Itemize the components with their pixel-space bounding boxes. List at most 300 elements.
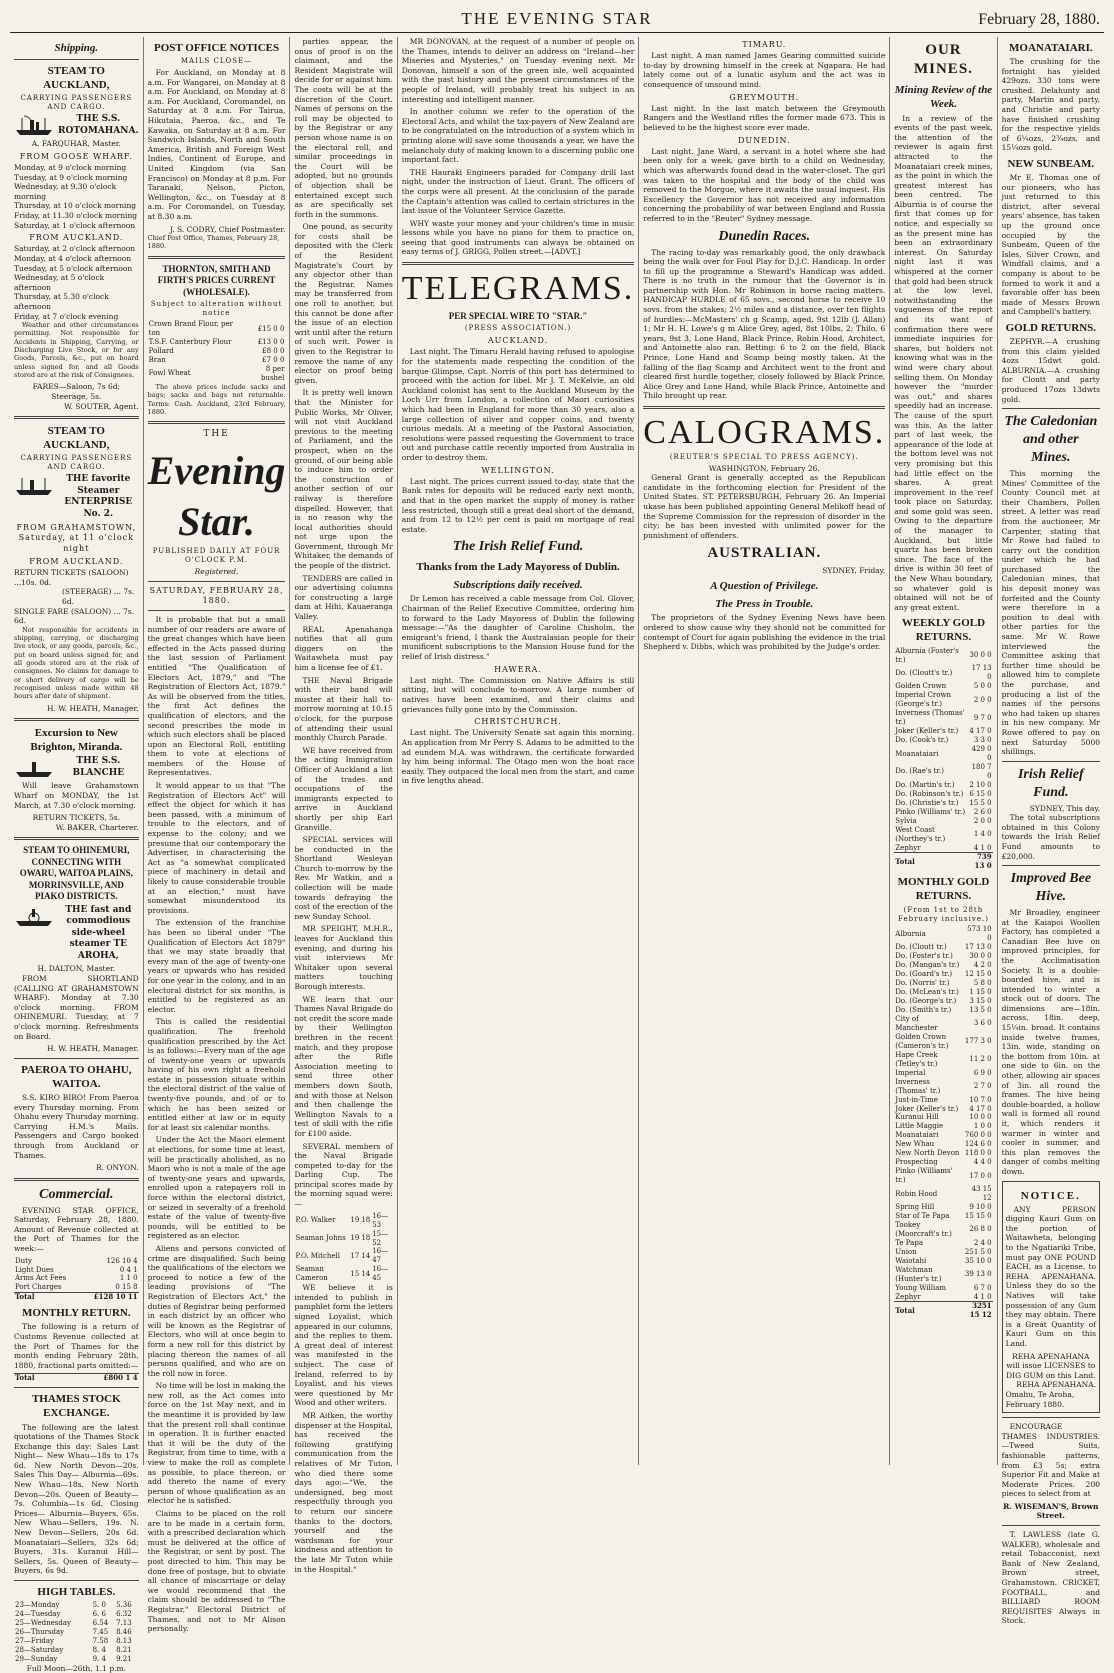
steamship-icon (14, 905, 54, 927)
mine-name: Te Papa (895, 1238, 923, 1247)
table-row (894, 1248, 992, 1257)
gold-amount: 12 15 0 (964, 970, 992, 979)
article-body: The crushing for the fortnight has yielded 429ozs. 330 tons were crushed. Delahunty and party, Martin and party, and Christie and party have finished crushing for the respective yields of 6¼ozs, 2¾ozs, and 15¼ozs gold. (1001, 57, 1100, 153)
table-row (894, 1131, 992, 1140)
schedule-item: Thursday, at 10 o'clock morning (14, 201, 137, 211)
mine-name: Zephyr (895, 843, 921, 852)
gold-amount: 2 7 0 (973, 1082, 992, 1091)
schedule-list (14, 163, 139, 230)
table-row (894, 727, 992, 736)
table-row (894, 1149, 992, 1158)
mine-name: Moanataiari (895, 1131, 939, 1140)
dateline: TIMARU. (742, 40, 787, 49)
telegram-body: Last night. The Commission on Native Affairs is still sitting, but will conclude to-morrow. A large number of natives have been examined, and their claims and grievances fully gone into by the Commission. (401, 675, 635, 714)
notice-date: Chief Post Office, Thames, February 28, 1880. (147, 234, 280, 251)
table-total (14, 1374, 139, 1383)
ad-body: FROM SHORTLAND (CALLING AT GRAHAMSTOWN WHARF). Monday at 7.30 o'clock morning. FROM OHINEMURI. Tuesday, at 7 o'clock morning. Refreshments on Board. (14, 974, 139, 1041)
mine-name: Joker (Keller's tr.) (895, 727, 959, 736)
article-body: Mr Broadley, engineer at the Kaiapoi Woollen Factory, has completed a Canadian Bee hive on improved principles, for the Acclimatisation Society. It is a double-boarded hive, and is intended to winter a stock out of doors. The dimensions are—18in. across, 18in. deep, 15¼in. broad. It contains inside twelve frames, 13in. wide, standing on the bottom from 10in. at one side to 6in. on the other, allowing air spaces of 3in. all round the frames. The hive being double-boarded, a hollow wall is formed all round it, which renders it warmer in winter and cooler in summer, and this plan removes the danger of combs melting down. (1001, 907, 1100, 1176)
route-origin: FROM GOOSE WHARF. (19, 151, 133, 161)
table-row (294, 1265, 392, 1283)
gold-amount: 9 10 0 (969, 1203, 992, 1211)
gold-amount: 2 0 0 (973, 695, 992, 704)
table-cell: Arms Act Fees (15, 1274, 67, 1283)
table-row (14, 1619, 139, 1628)
table-row (894, 1257, 992, 1266)
mine-name: Joker (Keller's tr.) (895, 1104, 959, 1113)
steamship-icon (14, 114, 54, 136)
telegram-body: Last night. Jane Ward, a servant in a hotel where she had been only for a week, gave birth to a child on Wednesday, which was afterwards found dead in the water-closet. The girl was taken to the hospital and the body of the child was removed to the Morgue, where it awaits the usual inquest. His Excellency the Governor has not received any information concerning the probability of war between England and Russia referred to in the "Reuter" Sydney message. (643, 146, 886, 224)
calograms-subheading: (REUTER'S SPECIAL TO PRESS AGENCY). (669, 452, 859, 461)
editorial-paragraph: This is called the residential qualification. The freehold qualification prescribed by the Act is as follows:—Every man of the age of twenty-one years or upwards having of his own right a freehold estate in possession situate within the electoral district of the value of twenty-five pounds, and of or to which he has been seized or entitled either at law or in equity for at least six calendar months. (147, 1017, 286, 1132)
article-body: Mr E. Thomas one of our pioneers, who has just returned to this district, after several years' absence, has taken up the ground once occupied by the Sunbeam, Queen of the Isles, Silver Crown, and Windfall claims, and a company is about to be formed to work it and a favorable offer has been made of Messrs Brown and Campbell's battery. (1001, 173, 1100, 317)
notice-body: ANY PERSON digging Kauri Gum on the portion of Waitawheta, belonging to the Ngatiariki Tribe, must pay ONE POUND EACH, as a License, to REHA APENAHANA. Unless they do so the Natives will take possession of any Gum they may obtain. There is a Great Quantity of Kauri Gum on this Land. (1005, 1204, 1096, 1348)
section-heading: AUSTRALIAN. (707, 545, 822, 562)
gold-amount: 124 6 0 (964, 1140, 992, 1149)
table-cell: £800 1 4 (61, 1374, 139, 1383)
mine-name: Alburnia (Foster's tr.) (895, 646, 959, 664)
table-cell: Pollard (148, 347, 174, 356)
fare-line: RETURN TICKETS (SALOON) ...10s. 0d. (14, 568, 129, 587)
notice-line: REHA APENAHANA will issue LICENSES to DIG GUM on this Land. (1006, 1351, 1096, 1380)
editorial-date: SATURDAY, FEBRUARY 28, 1880. (149, 585, 284, 605)
ad-fares: FARES—Saloon, 7s 6d; Steerage, 5s. (32, 382, 121, 401)
table-cell: 14 (361, 1251, 371, 1260)
ad-heading: STEAM TO OHINEMURI, CONNECTING WITH OWARU, WAITOA PLAINS, MORRINSVILLE, AND PIAKO DISTRICTS. (19, 845, 133, 902)
route-origin: FROM GRAHAMSTOWN, Saturday, at 11 o'clock night (16, 523, 137, 553)
table-row (894, 808, 992, 817)
mine-name: Sylvia (895, 816, 917, 825)
section-heading: Dunedin Races. (718, 228, 811, 244)
schedule-item: Friday, at 11.30 o'clock morning (14, 210, 138, 220)
news-paragraph: REAL Apenahanga notifies that all gum diggers on the Waitawheta must pay him a license fee of £1. (294, 624, 393, 672)
table-row (894, 691, 992, 709)
mine-name: City of Manchester (895, 1014, 938, 1032)
table-row (894, 1266, 992, 1284)
table-row (894, 799, 992, 808)
gold-amount: 15 5 0 (969, 798, 992, 807)
notice-date: Omahu, Te Aroha, February 1880. (1005, 1389, 1075, 1409)
steamship-icon (14, 756, 54, 778)
table-heading: WEEKLY GOLD RETURNS. (901, 617, 986, 644)
table-row (14, 1637, 139, 1646)
schedule-item: Friday, at 7 o'clock evening (14, 311, 119, 321)
schedule-item: Wednesday, at 5 o'clock afternoon (14, 273, 105, 292)
section-heading: Irish Relief Fund. (1017, 766, 1084, 800)
column-local-news (290, 37, 397, 1574)
editorial-paragraph: Claims to be placed on the roll are to be made in a certain form, with a prescribed declaration which must be delivered at the office of the Registrar, or sent by post. The post directed to him. This may be done free of postage, but to obviate all chance of miscarriage or delay we would recommend that the claim should be addressed to "The Registrar," Electoral District of Thames, and not to Mr Alison personally. (147, 1509, 286, 1634)
mine-name: Imperial (895, 1068, 926, 1077)
gold-amount: 1 15 0 (969, 988, 992, 997)
table-cell: £15 0 0 (257, 324, 285, 333)
table-row (894, 1239, 992, 1248)
dateline: WELLINGTON. (481, 465, 555, 475)
total-amount: 3251 15 12 (962, 1302, 992, 1320)
fare-line: SINGLE FARE (SALOON) ... 7s. 6d. (14, 606, 135, 626)
advert-body: T. LAWLESS (late G. WALKER), wholesale and retail Tobacconist, next Bank of New Zealand, Brown street, Grahamstown. CRICKET, FOOTBALL, and BILLIARD ROOM REQUISITES Always in Stock. (1001, 1530, 1100, 1626)
table-row (894, 1140, 992, 1149)
editorial-paragraph: Under the Act the Maori element at elections, for some time at least, will be practically abolished, as no Maori who is not a male of the age of twenty-one years and upwards, enrolled upon a ratepayers roll in force within the electoral district, or seized in severalty of a freehold estate of the value of twenty-five pounds, will be entitled to be registered as an elector. (147, 1135, 286, 1241)
table-row (294, 1247, 392, 1265)
gold-amount: 5 0 0 (973, 682, 992, 691)
table-row (894, 1167, 992, 1185)
table-cell: T.S.F. Canterbury Flour (148, 338, 232, 347)
table-row (14, 1655, 139, 1664)
gold-amount: 39 13 0 (964, 1270, 992, 1279)
news-paragraph: THE Naval Brigade with their band will muster at their hall to-morrow morning at 10.15 o'clock, for the purpose of attending their usual monthly Church Parade. (294, 675, 393, 743)
table-cell: 23—Monday (15, 1601, 60, 1610)
mine-name: Hape Creek (Tetley's tr.) (895, 1050, 938, 1068)
table-cell: £8 0 0 (262, 347, 285, 356)
gold-amount: 17 13 0 (964, 943, 992, 952)
columns (10, 37, 1104, 1673)
table-cell: Total (14, 1293, 81, 1302)
table-cell: 126 10 4 (106, 1256, 138, 1265)
gold-amount: 17 0 0 (969, 1171, 992, 1180)
mine-name: Prospecting (895, 1158, 938, 1167)
table-row (894, 952, 992, 961)
news-paragraph: MR SPEIGHT, M.H.R., leaves for Auckland this evening, and during his visit interviews Mr Whitaker upon several matters touching Borough interests. (294, 924, 393, 991)
advert-body: ENCOURAGE THAMES INDUSTRIES.—Tweed Suits, fashionable patterns, from £3 5s; extra Superior Fit and Make at Moderate Prices. 200 pieces to select from at (1001, 1422, 1100, 1499)
table-cell: 27—Friday (15, 1636, 54, 1645)
total-label: Total (894, 1302, 962, 1320)
gold-amount: 4 17 0 (969, 727, 992, 736)
total-amount: 739 13 0 (967, 853, 992, 871)
mine-name: Do. (Christie's tr.) (895, 798, 959, 807)
table-row (894, 970, 992, 979)
mine-name: Little Maggie (895, 1122, 944, 1131)
news-paragraph: WHY waste your money and your children's time in music lessons while you have no piano for them to practice on, seeing that good instruments can always be obtained on easy terms of J. GRIGG, Pollen street.—[ADVT.] (401, 218, 635, 257)
section-heading: OUR MINES. (913, 42, 973, 78)
table-cell: 7.45 (92, 1627, 109, 1636)
table-cell: 16—47 (372, 1247, 389, 1265)
gold-amount: 43 15 12 (971, 1185, 992, 1203)
revenue-table (14, 1373, 139, 1383)
gold-amount: 6 7 0 (973, 1283, 992, 1292)
gold-amount: 17 13 0 (971, 664, 992, 682)
table-cell: 8.46 (116, 1627, 132, 1636)
schedule-item: Saturday, at 1 o'clock afternoon (14, 220, 136, 230)
table-cell: 28—Saturday (15, 1645, 64, 1654)
ad-heading: STEAM TO AUCKLAND, (43, 425, 110, 452)
editorial-paragraph: It is probable that but a small number of our readers are aware of the great changes which have been effected in the Acts passed during the last session of Parliament entitled "The Qualification of Electors Act, 1879," and "The Registration of Electors Act, 1879." As will be observed from the titles, the first Act defines the qualification of electors, and the second prescribes the mode in which such electors shall be placed upon an Electoral Roll, entitling them to vote at elections of members of the House of Representatives. (147, 614, 286, 778)
table-row (894, 1015, 992, 1033)
editorial-paragraph: No time will be lost in making the new roll, as the Act comes into force on the 1st May next, and in the meantime it is provided by law that the present roll shall continue in operation. It is further enacted that it will be the duty of the Registrar, from time to time, with a view to make the roll as complete as possible, to place thereon, or add thereto the name of every person of whose qualification as an elector he is satisfied. (147, 1381, 286, 1506)
news-paragraph: SEVERAL members of the Naval Brigade competed to-day for the Darling Cup. The principal scores made by the morning squad were:— (294, 1141, 393, 1209)
column-telegrams-2 (639, 37, 890, 1465)
ship-name: THE S.S. ROTOMAHANA. (58, 114, 139, 136)
column-notices-editorial (144, 37, 291, 1634)
notice-heading: NOTICE. (1020, 1189, 1081, 1202)
table-row (14, 1266, 139, 1275)
table-cell: 6. 6 (92, 1610, 106, 1619)
news-paragraph: WE have received from the acting Immigration Officer of Auckland a list of the trades and occupations of the immigrants expected to arrive in Auckland shortly per ship Earl Granville. (294, 745, 393, 832)
column-telegrams (398, 37, 640, 1465)
table-row (14, 1601, 139, 1610)
page-date: February 28, 1880. (978, 11, 1100, 28)
steamer-ad (14, 756, 139, 779)
mine-name: Spring Hill (895, 1203, 935, 1211)
article-body: The proprietors of the Sydney Evening News have been ordered to show cause why they should not be committed for contempt of Court for again publishing the evidence in the trial Shepherd v. Dibbs, which was prohibited by the Judge's order. (643, 613, 886, 652)
table-cell: Seaman Cameron (295, 1265, 328, 1283)
dateline: GREYMOUTH. (729, 92, 800, 102)
section-heading: GOLD RETURNS. (1005, 322, 1097, 334)
table-cell: 1 1 0 (119, 1274, 138, 1283)
mine-name: Do. (Cloutt tr.) (895, 943, 947, 952)
table-cell: £128 10 11 (81, 1293, 139, 1302)
table-row (14, 1257, 139, 1266)
ship-name: THE favorite Steamer ENTERPRISE No. 2. (64, 474, 133, 519)
masthead (10, 8, 1104, 33)
ad-agent: R. ONYON. (95, 1163, 139, 1173)
ad-body: Will leave Grahamstown Wharf on MONDAY, the 1st March, at 7.30 o'clock morning. (14, 781, 139, 810)
table-row (894, 1096, 992, 1105)
gold-amount: 4 2 0 (973, 961, 992, 970)
schedule-item: Saturday, at 2 o'clock afternoon (14, 244, 136, 254)
table-cell: 15—52 (372, 1229, 389, 1247)
table-cell: 8 per bushel (260, 364, 285, 382)
advert-signature: R. WISEMAN'S, Brown Street. (1003, 1501, 1099, 1521)
table-row (894, 1069, 992, 1078)
article-body: General Grant is generally accepted as the Republican candidate in the forthcoming election for President of the United States. ST. PETERSBURGH, February 26. An Imperial ukase has been published appointing General Melikoff head of the Supreme Commission for the repression of disorder in the city; he has been invested with unlimited power for the punishment of offenders. (643, 473, 886, 540)
table-total (14, 1293, 139, 1302)
table-cell: 8.21 (116, 1645, 132, 1654)
gold-amount: 573 10 0 (967, 925, 992, 943)
table-row (894, 979, 992, 988)
table-row (894, 817, 992, 826)
table-row (894, 1158, 992, 1167)
news-paragraph: MR DONOVAN, at the request of a number of people on the Thames, intends to deliver an address on "Ireland—her Miseries and Mysteries," on Tuesday evening next. Mr Donovan, himself a son of the green isle, well acquainted with the past history and the present circumstances of the people of Ireland, will probably treat his subject in an interesting and intelligent manner. (401, 37, 635, 104)
table-row (894, 1105, 992, 1114)
table-row (148, 347, 286, 356)
telegrams-heading: TELEGRAMS. (401, 270, 635, 308)
gold-amount: 1 4 0 (973, 830, 992, 839)
dateline: DUNEDIN. (737, 135, 791, 145)
notice-signature: REHA APENAHANA. (1016, 1380, 1096, 1390)
table-cell: P.O. Mitchell (295, 1251, 341, 1260)
schedule-item: Thursday, at 5.30 o'clock afternoon (14, 292, 109, 311)
mine-name: Golden Crown (895, 682, 947, 691)
notice-box (1002, 1181, 1100, 1414)
table-row (148, 320, 286, 338)
mine-name: Do. (McLean's tr.) (895, 988, 959, 997)
table-row (894, 1006, 992, 1015)
steamship-icon (14, 474, 54, 496)
table-cell: 8. 4 (92, 1645, 106, 1654)
mine-name: Alburnia (895, 929, 926, 938)
column-shipping (10, 37, 144, 1673)
table-cell: 5. 0 (92, 1601, 106, 1610)
table-cell: 7.13 (116, 1618, 132, 1627)
news-paragraph: WE believe it is intended to publish in pamphlet form the letters signed Loyalist, which appeared in our columns, and the replies to them. A great deal of interest was manifested in the subject. The case of Ireland, referred to by Loyalist, and his views were questioned by Mr Wood and other writers. (294, 1283, 393, 1408)
ad-heading: PAEROA TO OHAHU, WAITOA. (21, 1063, 132, 1090)
section-heading: MONTHLY RETURN. (22, 1307, 131, 1320)
ad-heading: STEAM TO AUCKLAND, (43, 65, 110, 92)
table-cell: 15 (350, 1269, 360, 1278)
article-body: The following are the latest quotations of the Thames Stock Exchange this day: Sales Last Night— New Whau—18s to 17s 6d. New North Devon—20s. Sales This Day— Alburnia—69s. New Whau—18s. New North Devon—20s. Queen of Beauty—7s. Columbia—1s 6d. Closing Prices— Alburnia—Buyers, 65s. New Whau—Sellers, 19s. N. New Devon—Sellers, 20s 6d. Moanataiari—Sellers, 32s 6d; Buyers, 31s. Kuranui Hill—Sellers, 5s. Queen of Beauty—Buyers, 6s 9d. (14, 1422, 139, 1576)
tide-table (14, 1601, 139, 1664)
editorial-paragraph: Aliens and persons convicted of crime are disqualified. Such being the qualifications of the electors we proceed to notice a few of the leading provisions of "The Registration of Electors Act," the duties of Registrar being performed in each district by an officer who will be known as the Registrar of Electors, who will at once begin to form a new roll for this district by placing thereon the names of all persons qualified, and who are on the roll now in force. (147, 1243, 286, 1378)
section-heading: THAMES STOCK EXCHANGE. (31, 1393, 121, 1420)
ship-master: H. DALTON, Master. (37, 964, 116, 974)
table-cell: £13 0 0 (257, 338, 285, 347)
column-mines-notices (998, 37, 1104, 1626)
section-subheading: Thanks from the Lady Mayoress of Dublin. (416, 561, 620, 574)
notice-signature: J. S. CODRY, Chief Postmaster. (169, 224, 286, 234)
paper-title: THE EVENING STAR (461, 9, 653, 28)
table-row (894, 961, 992, 970)
ad-agent: W. BAKER, Charterer. (55, 822, 139, 832)
table-row (14, 1628, 139, 1637)
table-row (894, 745, 992, 763)
dateline: HAWERA. (494, 664, 542, 674)
gold-amount: 11 2 0 (969, 1055, 992, 1064)
mine-name: Star of Te Papa (895, 1211, 950, 1220)
gold-amount: 180 7 0 (971, 762, 992, 780)
table-cell: 9. 4 (92, 1654, 106, 1663)
gold-amount: 3 3 0 (973, 736, 992, 745)
table-cell: 25—Wednesday (15, 1618, 72, 1627)
section-heading: The Caledonian and other Mines. (1004, 414, 1098, 466)
article-body: The racing to-day was remarkably good, the only drawback being the walk over for Foul Play for D.J.C. Handicap. In order to fill up the programme a Steward's Handicap was added. There is no truth in the rumour that the Governor is in partnership with Hon. Mr Robinson in horse racing matters. HANDICAP HURDLE of 65 sovs., second horse to receive 10 sovs. from the stakes; 2½ miles and a distance, over ten flights of hurdles:—McMasters' ch g Scamp, aged, 9st 12lb (J. Allan) 1; Mr H. H. Lowe's g m Alice Grey, aged, 8st 10lbs, 2; Thilo, 6 years, 9st 3, Lone Hand, Black Prince, Robin Hood, Architect, and Antoinette also ran. Betting: 6 to 2 on the field, Black Prince, Lone Hand and Scamp being mostly taken. At the falling of the flag Scamp and Architect went to the front and cleared first hurdle together, closely followed by Black Prince, Alice Grey and Lone Hand, while Black Prince, Antoinette and Thilo brought up rear. (643, 247, 886, 401)
gold-amount: 4 17 0 (969, 1104, 992, 1113)
section-heading: Shipping. (54, 42, 99, 54)
table-row (894, 1078, 992, 1096)
weekly-gold-table (894, 647, 992, 872)
calograms-heading: CALOGRAMS. (643, 414, 886, 452)
table-cell: 19 (350, 1234, 360, 1243)
dateline: WASHINGTON, February 26. (708, 463, 820, 473)
gold-amount: 2 0 0 (973, 816, 992, 825)
table-row (148, 365, 286, 383)
ad-agent: H. W. HEATH, Manager. (46, 1044, 139, 1054)
table-row (894, 943, 992, 952)
gold-amount: 177 3 0 (964, 1037, 992, 1046)
ad-agent: H. W. HEATH, Manager. (46, 703, 139, 713)
table-note: The above prices include sacks and bags; sacks and bags not returnable. Terms: Cash. Auckland, 23rd February, 1880. (147, 382, 286, 416)
ship-name: THE fast and commodious side-wheel steamer TE AROHA, (65, 904, 132, 961)
ad-note: Not responsible for accidents in shipping, carrying, or discharging live stock, or any goods, parcels, &c., put on board unless signed for, and all goods stored are at the risk of consignees. No claims for damage to or short delivery of cargo will be recognised unless made within 48 hours after date of shipment. (14, 625, 139, 701)
mine-name: Robin Hood (895, 1189, 938, 1198)
news-paragraph: SPECIAL services will be conducted in the Shortland Wesleyan Church to-morrow by the Rev. Mr Watkin, and a collection will be made towards defraying the cost of the erection of the new Sunday School. (294, 835, 393, 921)
press-association: (PRESS ASSOCIATION.) (464, 324, 572, 333)
table-cell: 26—Thursday (15, 1627, 65, 1636)
table-cell: 16—53 (372, 1211, 389, 1229)
table-row (894, 664, 992, 682)
table-row (148, 338, 286, 347)
mine-name: Pinko (Williams' tr.) (895, 1167, 953, 1185)
mine-name: Zephyr (895, 1292, 921, 1301)
table-row (894, 1122, 992, 1131)
telegram-body: Last night. The prices current issued to-day, state that the Bank rates for deposits will be reduced early next month, and that in the open market the supply of money is rather less restricted, though still a great deal short of the demand, and from 12 to 12½ per cent is paid on mortgage of real estate. (401, 476, 635, 534)
ad-body: S.S. KIRO BIRO! From Paeroa every Thursday morning. From Ohahu every Thursday morning. Carrying H.M.'s Mails. Passengers and Cargo booked through from Auckland or Thames. (14, 1092, 139, 1160)
mine-name: West Coast (Northey's tr.) (895, 825, 946, 843)
table-row (894, 763, 992, 781)
article-body: ZEPHYR.—A crushing from this claim yielded 4ozs 15dwt gold. ALBURNIA.—A crushing for Cloutt and party produced 17ozs 13dwts gold. (1001, 337, 1100, 404)
mine-name: Just-in-Time (895, 1095, 938, 1104)
table-cell: 9.21 (116, 1654, 132, 1663)
schedule-item: Tuesday, at 5 o'clock afternoon (14, 263, 133, 273)
gold-amount: 4 1 0 (973, 843, 992, 852)
article-body: In a review of the events of the past week, the attention of the reviewer is again first attracted to the Moanataiari creek mines, as the point in which the greatest interest has been centred. The Alburnia is of course the first that comes up for notice, and especially so as the present mine has been an extraordinary interest. On Saturday night last it was whispered at the corner that gold had been struck at the low level, notwithstanding the vagueness of the report and its want of confirmation there were immediate inquiries for shares, but holders not knowing what was in the wind were chary about selling them. On Monday however the "murder was out," and shares speedily had an increase. The cause of the spurt was this. As the latter part of last week, the appearance of the lode at the bottom level was not very promising but this had little effect on the shares. A great improvement in the reef took place on Saturday, and some gold was seen. Owing to the departure of the manager to Auckland, but little quartz has been broken since. The face of the drive is within 30 feet of the New Whau boundary, so whatever gold is obtained will not be of any great extent. (894, 113, 993, 612)
table-row (14, 1610, 139, 1619)
table-cell: P.O. Walker (295, 1216, 336, 1225)
table-cell: Light Dues (15, 1265, 54, 1274)
total-label: Total (894, 853, 967, 871)
schedule-item: Monday, at 4 o'clock afternoon (14, 253, 132, 263)
table-cell: 7.58 (92, 1636, 109, 1645)
table-row (894, 1185, 992, 1203)
steamer-ad (14, 114, 139, 137)
news-paragraph: MR Aitken, the worthy dispenser at the Hospital, has received the following gratifying communication from the relatives of Mr Tuton, who died there some days ago:—"We, the undersigned, beg most respectfully through you to return our sincere thanks to the doctors, yourself and the wardsman for your kindness and attention to the late Mr Tuton while in the Hospital." (294, 1411, 393, 1574)
table-row (894, 1203, 992, 1212)
table-row (894, 709, 992, 727)
mine-name: Inverness (Thomas' tr.) (895, 1077, 941, 1095)
dateline: SYDNEY, This day. (1029, 803, 1100, 813)
section-subheading: Subject to alteration without notice (150, 300, 283, 318)
table-cell: Crown Brand Flour, per ton (148, 320, 233, 338)
gold-amount: 2 6 0 (973, 807, 992, 816)
gold-amount: 6 15 0 (969, 789, 992, 798)
mast-the: THE (203, 429, 230, 440)
table-cell: Fowl Wheat (148, 369, 191, 378)
table-cell: Duty (15, 1256, 32, 1265)
table-cell: 24—Tuesday (15, 1610, 61, 1619)
article-body: This morning the Mines' Committee of the County Council met at their Chambers, Pollen street. A letter was read from the auctioneer, Mr Carpenter, stating that Mr Rowe had failed to carry out the condition under which he had purchased the Caledonian mines, that his deposit money was forfeited and the County were therefore in a position to deal with other parties for the same. Mr W. Rowe interviewed the Committee asking that further time should be allowed him to complete the purchase, and producing a list of the names of the persons who had taken up shares in his new company. Mr Rowe offered to pay on next Saturday 5000 shillings. (1001, 468, 1100, 757)
table-row (894, 1212, 992, 1221)
table-row (894, 826, 992, 844)
table-row (894, 1221, 992, 1239)
article-body: The following is a return of Customs Revenue collected at the Port of Thames for the month ending February 28th, 1880, fractional parts omitted:— (14, 1322, 139, 1370)
route-origin: FROM AUCKLAND. (29, 556, 124, 566)
telegrams-subheading: PER SPECIAL WIRE TO "STAR." (448, 310, 588, 321)
mine-name: Kuranui Hill (895, 1113, 939, 1122)
mine-name: Waiotahi (895, 1256, 927, 1265)
fare-line: (STEERAGE) ... 7s. 6d. (62, 587, 135, 606)
gold-amount: 6 9 0 (973, 1068, 992, 1077)
table-row (894, 682, 992, 691)
mine-name: Young William (895, 1283, 947, 1292)
table-subheading: (From 1st to 28th February inclusive.) (897, 905, 989, 923)
table-row (894, 1284, 992, 1293)
section-subheading: MAILS CLOSE— (180, 57, 253, 66)
table-total (894, 1302, 992, 1320)
dateline: AUCKLAND. (487, 336, 549, 346)
news-paragraph: WE learn that our Thames Naval Brigade do not credit the score made by their Wellington brethren in the recent match, and they propose after the Rifle Association meeting to send three other members down South, and with those at Nelson and then challenge the Wellington Navals to a test of skill with the rifle for £100 aside. (294, 994, 393, 1138)
gold-amount: 251 5 0 (964, 1247, 992, 1256)
ad-fares: RETURN TICKETS, 5s. (32, 813, 121, 823)
table-cell: 19 (350, 1216, 360, 1225)
revenue-table (14, 1257, 139, 1303)
tide-footer: Full Moon—26th, 1.1 p.m. (26, 1663, 127, 1673)
registered-line: Registered. (194, 566, 239, 576)
steamer-ad (14, 905, 139, 963)
route-origin: FROM AUCKLAND. (29, 233, 124, 243)
table-total (894, 853, 992, 871)
table-row (894, 647, 992, 665)
mine-name: Do. (George's tr.) (895, 997, 957, 1006)
gold-amount: 429 0 0 (971, 745, 992, 762)
gold-amount: 3 6 0 (973, 1019, 992, 1028)
gold-amount: 30 0 0 (969, 952, 992, 961)
ship-master: A. FARQUHAR, Master. (31, 139, 121, 149)
mine-name: Golden Crown (Cameron's tr.) (895, 1032, 949, 1050)
table-cell: Port Charges (15, 1283, 62, 1292)
mine-name: Pinko (Williams' tr.) (895, 807, 966, 816)
table-row (894, 1051, 992, 1069)
table-row (894, 988, 992, 997)
table-cell: 0 15 8 (115, 1283, 138, 1292)
